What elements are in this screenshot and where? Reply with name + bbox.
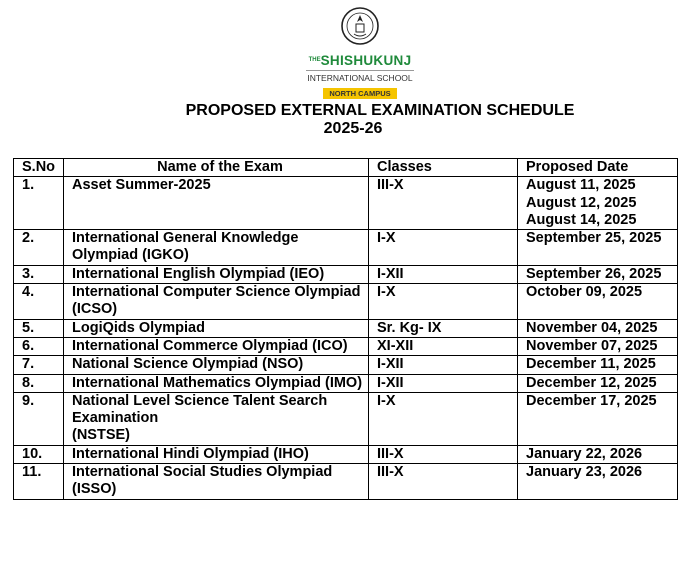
row-classes: III-X <box>369 177 518 230</box>
row-exam-name-main: National Level Science Talent Search Examination <box>72 392 328 427</box>
column-header-classes: Classes <box>369 159 518 177</box>
table-row <box>14 284 678 320</box>
table-row <box>14 392 678 445</box>
row-date: August 11, 2025 <box>526 177 636 194</box>
row-sno: 3. <box>14 265 64 283</box>
column-header-sno: S.No <box>14 159 64 177</box>
row-classes: I-XII <box>369 265 518 283</box>
school-name: $^{THE}$SHISHUKUNJ <box>308 53 412 68</box>
row-classes: I-XII <box>369 374 518 392</box>
table-row <box>14 230 678 266</box>
row-sno: 6. <box>14 337 64 355</box>
row-exam-name: International Social Studies Olympiad (ISSO) <box>64 464 369 500</box>
row-exam-name: National Science Olympiad (NSO) <box>64 356 369 374</box>
row-date: November 07, 2025 <box>518 337 678 355</box>
row-date: August 14, 2025 <box>526 211 637 228</box>
row-date: September 25, 2025 <box>518 230 678 266</box>
row-exam-name: Asset Summer-2025 <box>64 177 369 230</box>
school-logo <box>300 6 420 101</box>
table-row <box>14 464 678 500</box>
row-sno: 11. <box>14 464 64 500</box>
row-sno: 9. <box>14 392 64 445</box>
row-sno: 2. <box>14 230 64 266</box>
row-exam-name: International Hindi Olympiad (IHO) <box>64 445 369 463</box>
row-sno: 7. <box>14 356 64 374</box>
row-sno: 5. <box>14 319 64 337</box>
row-classes: III-X <box>369 445 518 463</box>
row-sno: 1. <box>14 177 64 230</box>
row-exam-name: International Computer Science Olympiad (ICSO) <box>64 284 369 320</box>
row-exam-name: LogiQids Olympiad <box>64 319 369 337</box>
row-date: January 22, 2026 <box>518 445 678 463</box>
table-row <box>14 337 678 355</box>
row-date: January 23, 2026 <box>518 464 678 500</box>
row-date: December 11, 2025 <box>518 356 678 374</box>
table-row <box>14 374 678 392</box>
academic-year: 2025-26 <box>323 120 383 137</box>
table-row <box>14 445 678 463</box>
campus-badge: NORTH CAMPUS <box>323 88 396 99</box>
row-date: December 12, 2025 <box>518 374 678 392</box>
row-dates <box>518 177 678 230</box>
table-row <box>14 319 678 337</box>
row-exam-name: International Mathematics Olympiad (IMO) <box>64 374 369 392</box>
row-classes: I-XII <box>369 356 518 374</box>
row-classes: I-X <box>369 230 518 266</box>
row-classes: Sr. Kg- IX <box>369 319 518 337</box>
exam-schedule-table <box>13 158 678 500</box>
row-date: October 09, 2025 <box>518 284 678 320</box>
school-subtitle: INTERNATIONAL SCHOOL <box>306 70 414 83</box>
row-exam-name: International General Knowledge Olympiad (IGKO) <box>64 230 369 266</box>
row-sno: 8. <box>14 374 64 392</box>
row-date: August 12, 2025 <box>526 194 637 211</box>
row-exam-name: International Commerce Olympiad (ICO) <box>64 337 369 355</box>
table-row <box>14 265 678 283</box>
table-row <box>14 356 678 374</box>
page-title: PROPOSED EXTERNAL EXAMINATION SCHEDULE <box>185 102 575 119</box>
row-classes: I-X <box>369 284 518 320</box>
row-exam-name-abbr: (NSTSE) <box>72 427 130 444</box>
row-classes: I-X <box>369 392 518 445</box>
column-header-proposed-date: Proposed Date <box>518 159 678 177</box>
row-exam-name: International English Olympiad (IEO) <box>64 265 369 283</box>
row-sno: 10. <box>14 445 64 463</box>
column-header-exam-name: Name of the Exam <box>64 159 369 177</box>
table-header-row <box>14 159 678 177</box>
row-date: November 04, 2025 <box>518 319 678 337</box>
school-emblem-icon <box>340 6 380 46</box>
row-sno: 4. <box>14 284 64 320</box>
row-classes: III-X <box>369 464 518 500</box>
row-date: December 17, 2025 <box>518 392 678 445</box>
row-exam-name <box>64 392 369 445</box>
table-row <box>14 177 678 230</box>
row-classes: XI-XII <box>369 337 518 355</box>
row-date: September 26, 2025 <box>518 265 678 283</box>
